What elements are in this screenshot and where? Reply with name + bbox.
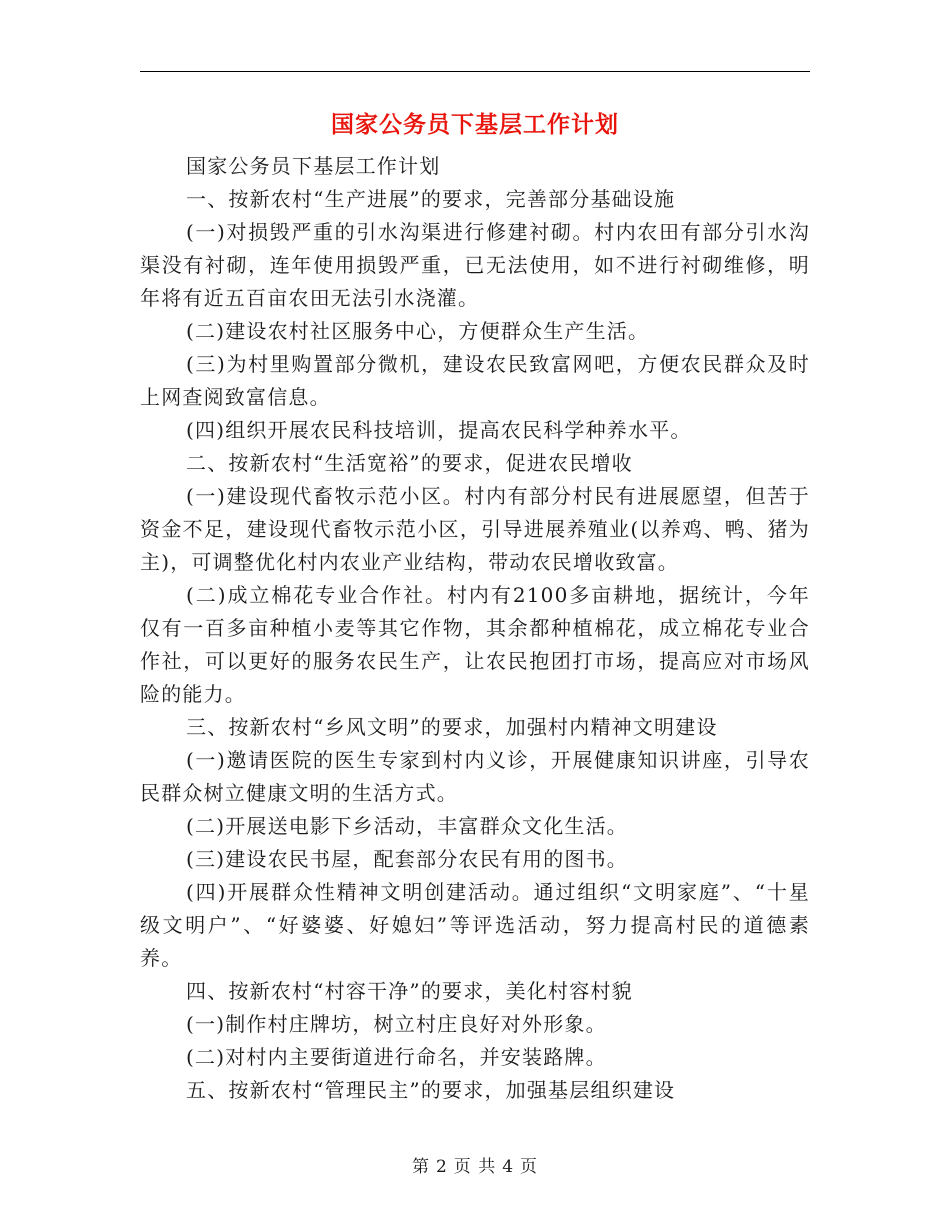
header-rule [140,71,810,72]
page-suffix: 页 [520,1157,539,1177]
document-body [140,150,810,1107]
paragraph-subtitle: 国家公务员下基层工作计划 [186,154,441,178]
section-heading-4: 四、按新农村“村容干净”的要求，美化村容村貌 [186,979,633,1003]
paragraph: (二)建设农村社区服务中心，方便群众生产生活。 [186,319,650,343]
section-heading-1: 一、按新农村“生产进展”的要求，完善部分基础设施 [186,187,676,211]
paragraph: (一)制作村庄牌坊，树立村庄良好对外形象。 [186,1012,607,1036]
current-page-number: 2 [435,1157,448,1177]
section-heading-3: 三、按新农村“乡风文明”的要求，加强村内精神文明建设 [186,715,718,739]
paragraph: (二)对村内主要街道进行命名，并安装路牌。 [186,1045,607,1069]
paragraph: (一)对损毁严重的引水沟渠进行修建衬砌。村内农田有部分引水沟渠没有衬砌，连年使用损毁严重，已无法使用，如不进行衬砌维修，明年将有近五百亩农田无法引水浇灌。 [140,220,810,310]
section-heading-5: 五、按新农村“管理民主”的要求，加强基层组织建设 [186,1078,676,1102]
paragraph: (一)建设现代畜牧示范小区。村内有部分村民有进展愿望，但苦于资金不足，建设现代畜牧示范小区，引导进展养殖业(以养鸡、鸭、猪为主)，可调整优化村内农业产业结构，带动农民增收致富。 [140,484,810,574]
paragraph: (三)建设农民书屋，配套部分农民有用的图书。 [186,847,629,871]
document-title: 国家公务员下基层工作计划 [331,111,619,138]
paragraph: (二)成立棉花专业合作社。村内有2100多亩耕地，据统计，今年仅有一百多亩种植小麦等其它作物，其余都种植棉花，成立棉花专业合作社，可以更好的服务农民生产，让农民抱团打市场，提高应对市场风险的能力。 [140,583,810,706]
page-mid-text: 页 共 [453,1157,497,1177]
paragraph: (四)开展群众性精神文明创建活动。通过组织“文明家庭”、“十星级文明户”、“好婆婆、好媳妇”等评选活动，努力提高村民的道德素养。 [140,880,810,970]
paragraph: (一)邀请医院的医生专家到村内义诊，开展健康知识讲座，引导农民群众树立健康文明的生活方式。 [140,748,810,805]
section-heading-2: 二、按新农村“生活宽裕”的要求，促进农民增收 [186,451,633,475]
page-footer [0,1152,950,1177]
paragraph: (二)开展送电影下乡活动，丰富群众文化生活。 [186,814,629,838]
paragraph: (三)为村里购置部分微机，建设农民致富网吧，方便农民群众及时上网查阅致富信息。 [140,352,810,409]
page-prefix: 第 [411,1157,430,1177]
total-pages-number: 4 [502,1157,515,1177]
paragraph: (四)组织开展农民科技培训，提高农民科学种养水平。 [186,418,692,442]
